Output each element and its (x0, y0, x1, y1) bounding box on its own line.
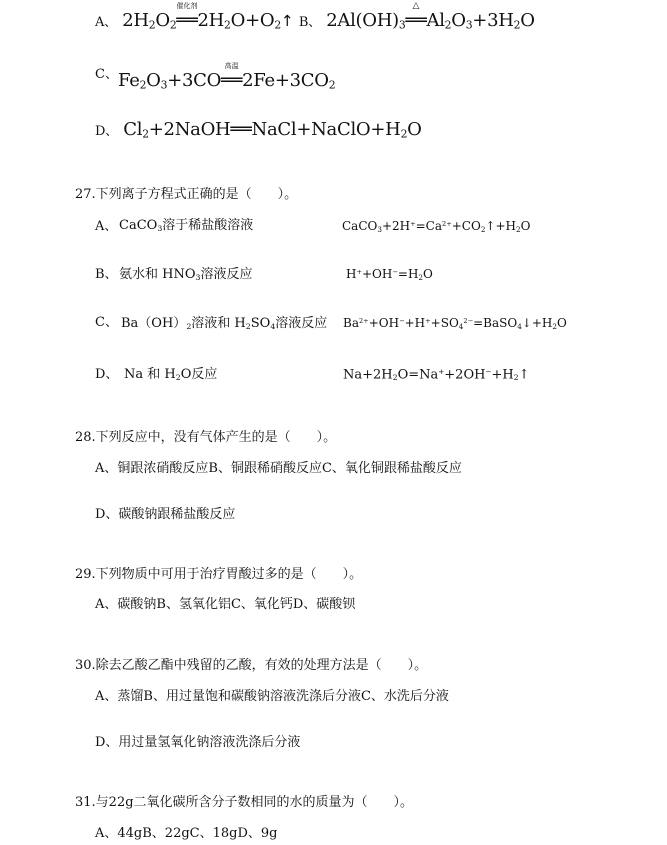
q28-options-line-1: A、铜跟浓硝酸反应B、铜跟稀硝酸反应C、氧化铜跟稀盐酸反应 (95, 461, 462, 476)
q31-stem: 31.与22g二氧化碳所含分子数相同的水的质量为（ ）。 (75, 795, 414, 810)
q26-option-a-label: A、 (95, 15, 117, 30)
q26-option-b-label: B、 (298, 15, 321, 30)
q26-option-c-label: C、 (95, 67, 118, 82)
q27-stem: 27.下列离子方程式正确的是（ ）。 (75, 187, 298, 202)
q27-option-a-text: CaCO$_3$溶于稀盐酸溶液 (119, 218, 254, 233)
q29-options-line-1: A、碳酸钠B、氢氧化铝C、氧化钙D、碳酸钡 (95, 597, 356, 612)
q26-option-a-b: A、 $2H_2O_2$ 催化剂 $══2H_2O+O_2↑$ B、 $2Al(OH)_3$ △ $══Al_2O_3+3H_2O$ (95, 1, 535, 32)
gas-arrow-icon: ↑ (280, 12, 294, 30)
q27-option-a-equation: $CaCO_3+2H^+=Ca^{2+}+CO_2↑+H_2O$ (342, 219, 531, 234)
q30-options-line-2: D、用过量氢氧化钠溶液洗涤后分液 (95, 735, 301, 750)
q31-options-line-1: A、44gB、22gC、18gD、9g (95, 826, 278, 841)
q27-option-c-label: C、 (95, 315, 118, 330)
q26-option-d-label: D、 (95, 124, 118, 139)
q27-option-d-label: D、 (95, 367, 119, 382)
q26-option-d-equation: D、 $Cl_2+2NaOH══NaCl+NaClO+H_2O$ (95, 119, 422, 141)
q28-stem: 28.下列反应中，没有气体产生的是（ ）。 (75, 430, 337, 445)
q27-option-b-equation: $H^++OH^-=H_2O$ (346, 267, 433, 282)
q30-stem: 30.除去乙酸乙酯中残留的乙酸，有效的处理方法是（ ）。 (75, 658, 428, 673)
q26-option-c-equation: $Fe_2O_3+3CO$ 高温 $══2Fe+3CO_2$ (118, 62, 336, 92)
q28-options-line-2: D、碳酸钠跟稀盐酸反应 (95, 507, 236, 522)
q30-options-line-1: A、蒸馏B、用过量饱和碳酸钠溶液洗涤后分液C、水洗后分液 (95, 689, 449, 704)
high-temp-equals-sign: 高温 ══ (221, 62, 243, 91)
heat-equals-sign: △ ══ (405, 1, 427, 31)
q27-option-d-equation: $Na+2H_2O=Na^++2OH^-+H_2↑$ (343, 367, 530, 383)
q29-stem: 29.下列物质中可用于治疗胃酸过多的是（ ）。 (75, 567, 363, 582)
q27-option-a-label: A、 (95, 219, 118, 234)
q27-option-b-text: 氨水和 $HNO_3$溶液反应 (119, 267, 253, 282)
q27-option-d-text: Na 和 $H_2O$反应 (124, 367, 218, 382)
catalyst-equals-sign: 催化剂 ══ (176, 2, 198, 31)
q27-option-c-text: $Ba(OH)_2$溶液和 $H_2SO_4$溶液反应 (121, 316, 328, 331)
q27-option-b-label: B、 (95, 267, 118, 282)
q27-option-c-equation: $Ba^{2+}+OH^-+H^++SO_4^{2-}=BaSO_4↓+H_2O$ (343, 316, 567, 331)
